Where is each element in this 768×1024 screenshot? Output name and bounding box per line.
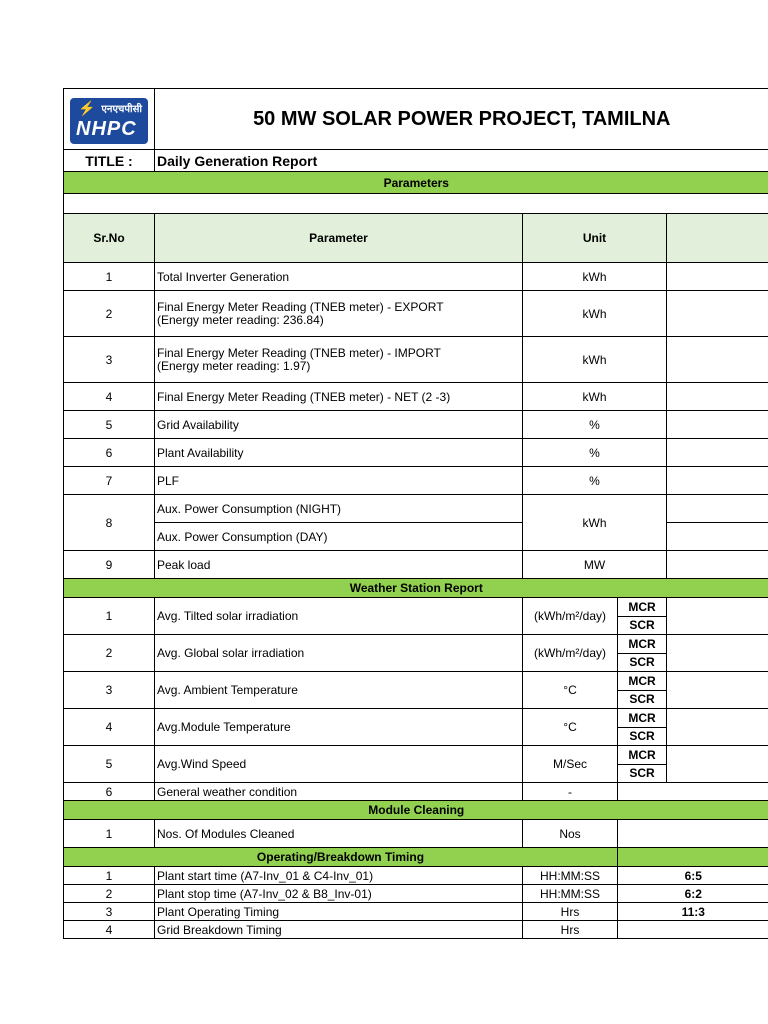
section-parameters-label: Parameters — [64, 172, 768, 194]
table-row — [64, 867, 768, 885]
value-cell[interactable] — [618, 783, 768, 801]
param-cell: Avg. Tilted solar irradiation — [155, 598, 523, 635]
section-parameters — [64, 172, 768, 194]
unit-cell: Hrs — [523, 921, 618, 939]
sr-cell: 1 — [64, 263, 155, 291]
sr-cell: 5 — [64, 746, 155, 783]
title-label: TITLE : — [64, 150, 155, 172]
value-cell[interactable] — [618, 820, 768, 848]
table-row — [64, 467, 768, 495]
sr-cell: 3 — [64, 672, 155, 709]
table-row — [64, 672, 768, 709]
table-row — [64, 709, 768, 746]
value-cell[interactable] — [667, 439, 768, 467]
param-cell: Avg. Ambient Temperature — [155, 672, 523, 709]
param-cell — [155, 291, 523, 337]
unit-cell: MW — [523, 551, 667, 579]
unit-cell: M/Sec — [523, 746, 618, 783]
param-cell: Avg.Module Temperature — [155, 709, 523, 746]
sr-cell: 6 — [64, 783, 155, 801]
station-cell — [618, 635, 667, 672]
section-operating-value-header — [618, 848, 768, 867]
unit-cell: % — [523, 411, 667, 439]
sr-cell: 2 — [64, 291, 155, 337]
param-cell: Final Energy Meter Reading (TNEB meter) - NET (2 -3) — [155, 383, 523, 411]
value-cell[interactable] — [667, 411, 768, 439]
value-cell[interactable] — [667, 598, 768, 635]
value-cell[interactable] — [667, 672, 768, 709]
sr-cell: 1 — [64, 820, 155, 848]
value-cell[interactable] — [667, 467, 768, 495]
unit-cell: (kWh/m²/day) — [523, 635, 618, 672]
table-row — [64, 291, 768, 337]
section-module-cleaning — [64, 801, 768, 820]
sr-cell: 2 — [64, 885, 155, 903]
spacer-row — [64, 194, 768, 214]
sr-cell: 5 — [64, 411, 155, 439]
value-cell[interactable]: 6:5 — [618, 867, 768, 885]
table-row — [64, 383, 768, 411]
spacer-cell — [64, 194, 768, 214]
table-row — [64, 783, 768, 801]
section-operating — [64, 848, 768, 867]
param-cell: Nos. Of Modules Cleaned — [155, 820, 523, 848]
scr-label: SCR — [629, 617, 655, 632]
sr-cell: 8 — [64, 495, 155, 551]
section-weather-label: Weather Station Report — [64, 579, 768, 598]
section-module-cleaning-label: Module Cleaning — [64, 801, 768, 820]
section-operating-label: Operating/Breakdown Timing — [64, 848, 618, 867]
sr-cell: 3 — [64, 903, 155, 921]
station-cell — [618, 746, 667, 783]
unit-cell: Hrs — [523, 903, 618, 921]
mcr-label: MCR — [618, 599, 666, 617]
table-row — [64, 598, 768, 635]
table-row — [64, 495, 768, 523]
table-row — [64, 337, 768, 383]
sr-cell: 4 — [64, 921, 155, 939]
value-cell[interactable] — [667, 523, 768, 551]
col-unit: Unit — [523, 214, 667, 263]
value-cell[interactable]: 11:3 — [618, 903, 768, 921]
unit-cell: - — [523, 783, 618, 801]
sr-cell: 1 — [64, 598, 155, 635]
station-cell — [618, 672, 667, 709]
mcr-label: MCR — [618, 747, 666, 765]
value-cell[interactable] — [667, 495, 768, 523]
param-cell: Aux. Power Consumption (DAY) — [155, 523, 523, 551]
title-row — [64, 150, 768, 172]
value-cell[interactable] — [667, 263, 768, 291]
station-cell — [618, 709, 667, 746]
unit-cell: kWh — [523, 291, 667, 337]
table-row — [64, 921, 768, 939]
table-row — [64, 551, 768, 579]
table-row — [64, 439, 768, 467]
value-cell[interactable] — [667, 635, 768, 672]
param-cell: Plant start time (A7-Inv_01 & C4-Inv_01) — [155, 867, 523, 885]
report-table — [63, 88, 768, 939]
unit-cell: kWh — [523, 263, 667, 291]
value-cell[interactable]: 6:2 — [618, 885, 768, 903]
value-cell[interactable] — [667, 291, 768, 337]
param-cell: Plant stop time (A7-Inv_02 & B8_Inv-01) — [155, 885, 523, 903]
logo-hindi-text: एनएचपीसी — [101, 104, 142, 115]
unit-cell: kWh — [523, 337, 667, 383]
col-parameter: Parameter — [155, 214, 523, 263]
scr-label: SCR — [629, 765, 655, 780]
value-cell[interactable] — [667, 709, 768, 746]
param-cell: Avg. Global solar irradiation — [155, 635, 523, 672]
param-cell: PLF — [155, 467, 523, 495]
param-cell: Plant Availability — [155, 439, 523, 467]
scr-label: SCR — [629, 654, 655, 669]
unit-cell: (kWh/m²/day) — [523, 598, 618, 635]
table-row — [64, 746, 768, 783]
param-cell: Peak load — [155, 551, 523, 579]
param-line: Final Energy Meter Reading (TNEB meter) - IMPORT — [157, 345, 441, 360]
header-row — [64, 89, 768, 150]
scr-label: SCR — [629, 691, 655, 706]
param-cell: General weather condition — [155, 783, 523, 801]
param-line: (Energy meter reading: 236.84) — [157, 312, 324, 327]
value-cell[interactable] — [667, 337, 768, 383]
param-line: Final Energy Meter Reading (TNEB meter) - EXPORT — [157, 299, 444, 314]
sr-cell: 7 — [64, 467, 155, 495]
mcr-label: MCR — [618, 636, 666, 654]
sr-cell: 9 — [64, 551, 155, 579]
col-value — [667, 214, 768, 263]
param-cell: Total Inverter Generation — [155, 263, 523, 291]
sr-cell: 1 — [64, 867, 155, 885]
column-header-row — [64, 214, 768, 263]
unit-cell: HH:MM:SS — [523, 885, 618, 903]
table-row — [64, 903, 768, 921]
mcr-label: MCR — [618, 710, 666, 728]
unit-cell: % — [523, 467, 667, 495]
report-sheet — [63, 88, 768, 939]
unit-cell: kWh — [523, 383, 667, 411]
table-row — [64, 263, 768, 291]
station-cell — [618, 598, 667, 635]
sr-cell: 4 — [64, 383, 155, 411]
value-cell[interactable] — [618, 921, 768, 939]
logo-cell — [64, 89, 155, 150]
param-cell — [155, 337, 523, 383]
param-cell: Plant Operating Timing — [155, 903, 523, 921]
unit-cell: kWh — [523, 495, 667, 551]
param-cell: Aux. Power Consumption (NIGHT) — [155, 495, 523, 523]
scr-label: SCR — [629, 728, 655, 743]
sr-cell: 4 — [64, 709, 155, 746]
value-cell[interactable] — [667, 551, 768, 579]
nhpc-logo — [70, 98, 148, 144]
param-cell: Grid Availability — [155, 411, 523, 439]
param-cell: Avg.Wind Speed — [155, 746, 523, 783]
section-weather — [64, 579, 768, 598]
unit-cell: °C — [523, 672, 618, 709]
table-row — [64, 820, 768, 848]
sr-cell: 6 — [64, 439, 155, 467]
table-row — [64, 411, 768, 439]
unit-cell: °C — [523, 709, 618, 746]
param-cell: Grid Breakdown Timing — [155, 921, 523, 939]
title-value: Daily Generation Report — [155, 150, 768, 172]
lightning-icon: ⚡ — [78, 100, 96, 116]
unit-cell: Nos — [523, 820, 618, 848]
sr-cell: 3 — [64, 337, 155, 383]
unit-cell: HH:MM:SS — [523, 867, 618, 885]
project-title: 50 MW SOLAR POWER PROJECT, TAMILNA — [155, 89, 768, 150]
sr-cell: 2 — [64, 635, 155, 672]
param-line: (Energy meter reading: 1.97) — [157, 358, 311, 373]
table-row — [64, 885, 768, 903]
col-srno: Sr.No — [64, 214, 155, 263]
logo-name: NHPC — [76, 118, 137, 140]
value-cell[interactable] — [667, 383, 768, 411]
table-row — [64, 635, 768, 672]
mcr-label: MCR — [618, 673, 666, 691]
unit-cell: % — [523, 439, 667, 467]
value-cell[interactable] — [667, 746, 768, 783]
